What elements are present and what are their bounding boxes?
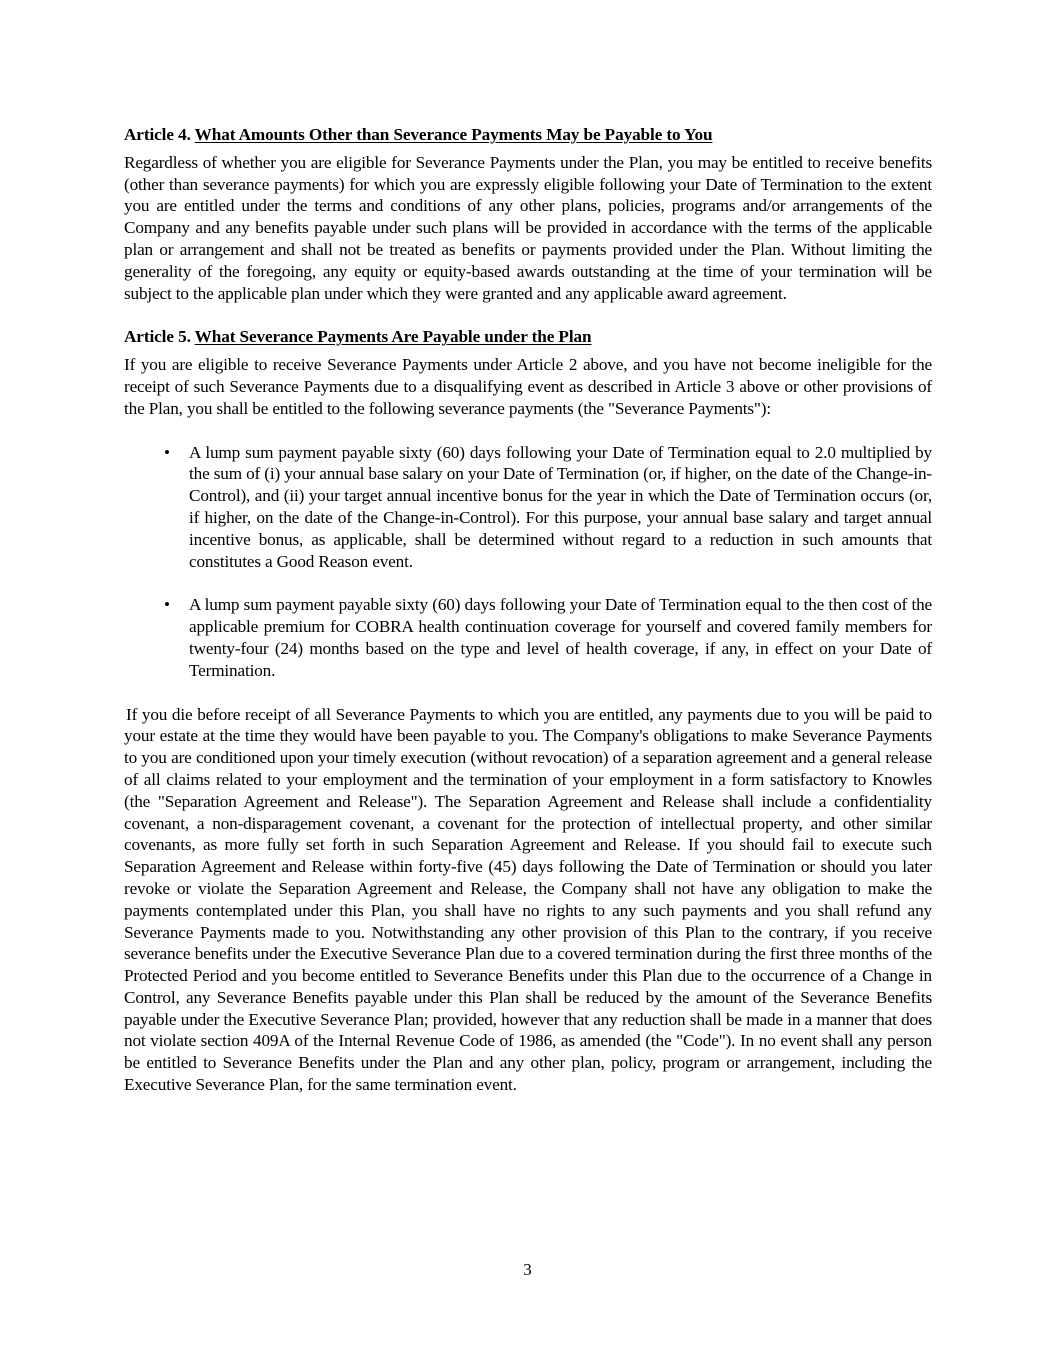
article-4-section <box>124 124 932 304</box>
list-item <box>124 594 932 681</box>
article-5-closing-paragraph: If you die before receipt of all Severance Payments to which you are entitled, any payments due to you will be paid to your estate at the time they would have been payable to you. The Company's obligations to make Severance Payments to you are conditioned upon your timely execution (without revocation) of a separation agreement and a general release of all claims related to your employment and the termination of your employment in a form satisfactory to Knowles (the "Separation Agreement and Release"). The Separation Agreement and Release shall include a confidentiality covenant, a non-disparagement covenant, a covenant for the protection of intellectual property, and other similar covenants, as more fully set forth in such Separation Agreement and Release. If you should fail to execute such Separation Agreement and Release within forty-five (45) days following the Date of Termination or should you later revoke or violate the Separation Agreement and Release, the Company shall not have any obligation to make the payments contemplated under this Plan, you shall have no rights to any such payments and you shall refund any Severance Payments made to you. Notwithstanding any other provision of this Plan to the contrary, if you receive severance benefits under the Executive Severance Plan due to a covered termination during the first three months of the Protected Period and you become entitled to Severance Benefits under this Plan due to the occurrence of a Change in Control, any Severance Benefits payable under this Plan shall be reduced by the amount of the Severance Benefits payable under the Executive Severance Plan; provided, however that any reduction shall be made in a manner that does not violate section 409A of the Internal Revenue Code of 1986, as amended (the "Code"). In no event shall any person be entitled to Severance Benefits under the Plan and any other plan, policy, program or arrangement, including the Executive Severance Plan, for the same termination event. <box>124 704 932 1095</box>
article-4-title: What Amounts Other than Severance Payments May be Payable to You <box>194 125 713 144</box>
article-5-title: What Severance Payments Are Payable under the Plan <box>194 327 592 347</box>
article-5-section <box>124 326 932 1096</box>
bullet-icon: • <box>164 595 170 615</box>
document-page <box>124 124 932 1118</box>
list-item <box>124 442 932 573</box>
article-5-intro: If you are eligible to receive Severance Payments under Article 2 above, and you have not become ineligible for the receipt of such Severance Payments due to a disqualifying event as described in Article 3 above or other provisions of the Plan, you shall be entitled to the following severance payments (the "Severance Payments"): <box>124 355 932 418</box>
article-4-heading <box>124 124 932 146</box>
list-item-text: A lump sum payment payable sixty (60) days following your Date of Termination equal to the then cost of the applicable premium for COBRA health continuation coverage for yourself and covered family members for twenty-four (24) months based on the type and level of health coverage, if any, in effect on your Date of Termination. <box>189 595 932 680</box>
article-5-heading <box>124 326 932 348</box>
article-4-label: Article 4. <box>124 125 195 144</box>
article-5-label: Article 5. <box>124 327 195 347</box>
page-number: 3 <box>523 1260 532 1279</box>
list-item-text: A lump sum payment payable sixty (60) days following your Date of Termination equal to 2.0 multiplied by the sum of (i) your annual base salary on your Date of Termination (or, if higher, on the date of the Change-in-Control), and (ii) your target annual incentive bonus for the year in which the Date of Termination occurs (or, if higher, on the date of the Change-in-Control). For this purpose, your annual base salary and target annual incentive bonus, as applicable, shall be determined without regard to a reduction in such amounts that constitutes a Good Reason event. <box>189 442 932 571</box>
article-4-body: Regardless of whether you are eligible for Severance Payments under the Plan, you may be entitled to receive benefits (other than severance payments) for which you are expressly eligible following your Date of Termination to the extent you are entitled under the terms and conditions of any other plans, policies, programs and/or arrangements of the Company and any benefits payable under such plans will be provided in accordance with the terms of the applicable plan or arrangement and shall not be treated as benefits or payments provided under the Plan. Without limiting the generality of the foregoing, any equity or equity-based awards outstanding at the time of your termination will be subject to the applicable plan under which they were granted and any applicable award agreement. <box>124 152 932 303</box>
severance-payments-list <box>124 442 932 682</box>
bullet-icon: • <box>164 442 170 462</box>
